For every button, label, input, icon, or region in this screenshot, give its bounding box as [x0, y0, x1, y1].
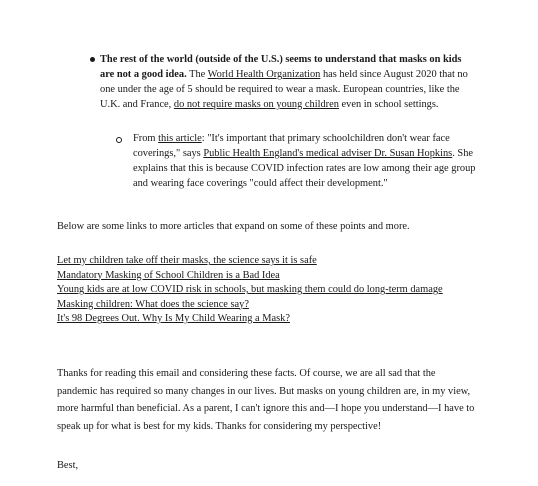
bullet-marker	[90, 57, 95, 62]
links-intro-paragraph: Below are some links to more articles that expand on some of these points and more.	[57, 221, 410, 232]
sub-bullet-marker	[116, 137, 122, 143]
article-link[interactable]: It's 98 Degrees Out. Why Is My Child Wearing a Mask?	[57, 313, 290, 324]
bullet-bold-text: The rest of the world (outside of the U.S.) seems to understand that masks on kids are not a good idea.	[100, 54, 462, 80]
signoff: Best,	[57, 460, 79, 471]
bullet-paragraph	[100, 52, 478, 112]
link-this-article[interactable]: this article	[158, 133, 202, 144]
bullet-text-segment: even in school settings.	[338, 99, 439, 110]
article-link[interactable]: Masking children: What does the science say?	[57, 298, 249, 310]
closing-paragraph: Thanks for reading this email and considering these facts. Of course, we are all sad that the pandemic has required so many changes in our lives. But masks on young children are, in my view, more harmful than beneficial. As a parent, I can't ignore this and—I hope you understand—I have to speak up for what is best for my kids. Thanks for considering my perspective!	[57, 368, 475, 432]
sub-bullet-text-segment: : "It's important that primary schoolchildren don't wear face coverings," says	[133, 133, 450, 159]
sub-bullet-text-segment: From	[133, 133, 159, 144]
bullet-text-segment: has held since August 2020 that no one under the age of 5 should be required to wear a mask. European countries, like the U.K. and France,	[100, 69, 468, 110]
link-do-not-require-masks[interactable]: do not require masks on young children	[173, 99, 339, 110]
sub-bullet-text-segment: . She explains that this is because COVID infection rates are low among their age group and wearing face coverings "could affect their development."	[133, 148, 476, 189]
article-link[interactable]: Young kids are at low COVID risk in schools, but masking them could do long-term damage	[57, 284, 443, 295]
link-medical-adviser[interactable]: Public Health England's medical adviser Dr. Susan Hopkins	[203, 148, 453, 159]
link-world-health-organization[interactable]: World Health Organization	[207, 69, 321, 80]
article-links-list	[57, 253, 497, 326]
sub-bullet-paragraph	[133, 131, 479, 191]
article-link[interactable]: Mandatory Masking of School Children is a Bad Idea	[57, 269, 280, 281]
bullet-text-segment: The	[186, 69, 208, 80]
article-link[interactable]: Let my children take off their masks, the science says it is safe	[57, 255, 317, 266]
